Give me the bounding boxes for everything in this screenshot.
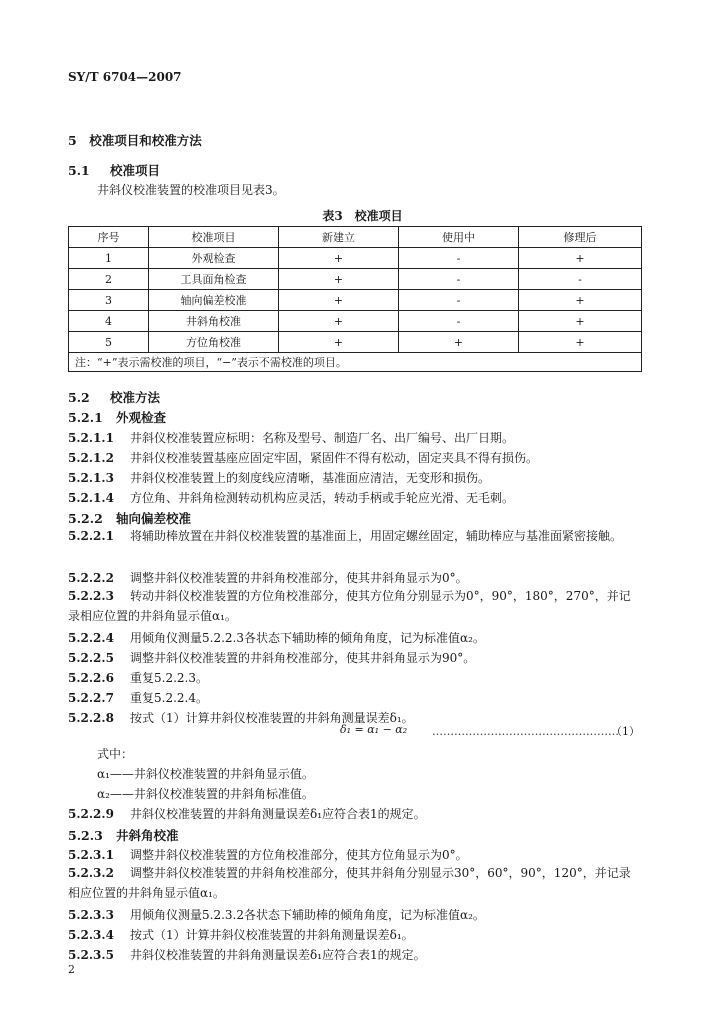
clause-5-2-2-3 [68, 586, 634, 626]
table-caption: 表3 校准项目 [322, 209, 403, 223]
table-header-cell: 修理后 [519, 227, 642, 248]
table-cell: 工具面角检查 [149, 269, 279, 290]
table-cell: 井斜角校准 [149, 311, 279, 332]
clause-text: 井斜仪校准装置的井斜角测量误差δ₁应符合表1的规定。 [130, 807, 426, 821]
table-header-cell: 序号 [69, 227, 149, 248]
table-cell: + [519, 290, 642, 311]
table-header-row [69, 227, 642, 248]
clause-number: 5.2.2.2 [68, 571, 114, 585]
clause-text: 按式（1）计算井斜仪校准装置的井斜角测量误差δ₁。 [130, 928, 414, 942]
clause-5-2-2-1 [68, 526, 634, 546]
page-number: 2 [68, 963, 75, 976]
section-5-2-1-heading [68, 408, 166, 426]
table-row [69, 290, 642, 311]
clause-text: 转动井斜仪校准装置的方位角校准部分，使其方位角分别显示为0°，90°，180°，270°，并记录相应位置的井斜角显示值α₁。 [68, 589, 631, 623]
clause-text: 调整井斜仪校准装置的井斜角校准部分，使其井斜角显示为90°。 [130, 651, 476, 665]
section-title: 井斜角校准 [116, 828, 179, 843]
table-header-cell: 新建立 [279, 227, 399, 248]
table-note: 注：“+”表示需校准的项目，“−”表示不需校准的项目。 [69, 353, 642, 372]
formula-leader-dots: …………………………………………… [432, 725, 619, 738]
formula-expression: δ₁ = α₁ − α₂ [340, 723, 408, 736]
table-cell: + [399, 332, 519, 353]
clause-number: 5.2.2.9 [68, 807, 114, 821]
clause-5-2-1-3 [68, 469, 490, 486]
paragraph: 井斜仪校准装置的校准项目见表3。 [97, 183, 285, 197]
section-number: 5.2.3 [68, 828, 103, 843]
section-number: 5.2.2 [68, 511, 103, 526]
clause-5-2-3-5 [68, 946, 426, 963]
table-header-cell: 校准项目 [149, 227, 279, 248]
section-5-2-3-heading [68, 826, 179, 844]
clause-5-2-2-9 [68, 805, 426, 822]
clause-number: 5.2.3.1 [68, 848, 114, 862]
clause-number: 5.2.3.3 [68, 908, 114, 922]
section-title: 外观检查 [116, 410, 167, 425]
clause-text: 用倾角仪测量5.2.3.2各状态下辅助棒的倾角角度，记为标准值α₂。 [130, 908, 485, 922]
calibration-items-table [68, 226, 642, 372]
clause-number: 5.2.2.8 [68, 711, 114, 725]
clause-5-2-3-2 [68, 863, 634, 903]
table-cell: + [519, 311, 642, 332]
clause-text: 将辅助棒放置在井斜仪校准装置的基准面上，用固定螺丝固定，辅助棒应与基准面紧密接触。 [130, 529, 623, 543]
table-cell: 2 [69, 269, 149, 290]
clause-5-2-3-3 [68, 906, 485, 923]
clause-5-2-2-4 [68, 629, 485, 646]
clause-number: 5.2.1.3 [68, 471, 114, 485]
clause-text: 按式（1）计算井斜仪校准装置的井斜角测量误差δ₁。 [130, 711, 414, 725]
section-title: 校准方法 [110, 390, 161, 405]
table-cell: - [399, 269, 519, 290]
clause-number: 5.2.2.3 [68, 589, 114, 603]
clause-text: 井斜仪校准装置应标明：名称及型号、制造厂名、出厂编号、出厂日期。 [130, 431, 515, 445]
table-row [69, 311, 642, 332]
clause-text: 重复5.2.2.4。 [130, 691, 208, 705]
table-cell: + [279, 332, 399, 353]
section-number: 5.2.1 [68, 410, 103, 425]
clause-5-2-2-7 [68, 689, 208, 706]
table-cell: - [399, 290, 519, 311]
section-title: 轴向偏差校准 [116, 511, 192, 526]
table-row [69, 269, 642, 290]
table-cell: - [519, 269, 642, 290]
table-cell: - [399, 311, 519, 332]
clause-text: 用倾角仪测量5.2.2.3各状态下辅助棒的倾角角度，记为标准值α₂。 [130, 631, 485, 645]
table-cell: + [519, 332, 642, 353]
clause-5-2-2-6 [68, 669, 208, 686]
table-header-cell: 使用中 [399, 227, 519, 248]
clause-text: 调整井斜仪校准装置的井斜角校准部分，使其井斜角显示为0°。 [130, 571, 468, 585]
clause-number: 5.2.2.4 [68, 631, 114, 645]
clause-text: 调整井斜仪校准装置的方位角校准部分，使其方位角显示为0°。 [130, 848, 468, 862]
table-cell: + [279, 269, 399, 290]
clause-number: 5.2.2.7 [68, 691, 114, 705]
table-cell: 方位角校准 [149, 332, 279, 353]
clause-text: 井斜仪校准装置上的刻度线应清晰，基准面应清洁，无变形和损伤。 [130, 471, 491, 485]
clause-5-2-1-4 [68, 489, 514, 506]
clause-number: 5.2.3.4 [68, 928, 114, 942]
table-cell: 1 [69, 248, 149, 269]
clause-text: 重复5.2.2.3。 [130, 671, 208, 685]
clause-number: 5.2.3.2 [68, 866, 114, 880]
clause-number: 5.2.2.5 [68, 651, 114, 665]
section-5-1-heading [68, 161, 160, 179]
clause-number: 5.2.2.6 [68, 671, 114, 685]
table-cell: 4 [69, 311, 149, 332]
section-5-2-2-heading [68, 509, 191, 527]
table-cell: 5 [69, 332, 149, 353]
clause-5-2-2-2 [68, 569, 468, 586]
table-row [69, 332, 642, 353]
table-cell: 3 [69, 290, 149, 311]
clause-number: 5.2.1.4 [68, 491, 114, 505]
clause-text: 方位角、井斜角检测转动机构应灵活，转动手柄或手轮应光滑、无毛刺。 [130, 491, 515, 505]
table-cell: + [279, 248, 399, 269]
standard-header: SY/T 6704—2007 [68, 70, 182, 84]
section-number: 5.1 [68, 163, 90, 178]
clause-5-2-2-5 [68, 649, 475, 666]
where-label: 式中： [97, 747, 134, 761]
table-cell: - [399, 248, 519, 269]
table-row [69, 248, 642, 269]
table-cell: + [519, 248, 642, 269]
clause-number: 5.2.1.2 [68, 451, 114, 465]
clause-5-2-1-2 [68, 449, 538, 466]
table-cell: 外观检查 [149, 248, 279, 269]
section-title: 校准项目 [110, 163, 161, 178]
table-cell: + [279, 311, 399, 332]
where-item: α₂——井斜仪校准装置的井斜角标准值。 [97, 787, 314, 801]
clause-number: 5.2.1.1 [68, 431, 114, 445]
table-cell: 轴向偏差校准 [149, 290, 279, 311]
clause-number: 5.2.3.5 [68, 948, 114, 962]
clause-5-2-3-4 [68, 926, 414, 943]
clause-text: 调整井斜仪校准装置的井斜角校准部分，使其井斜角分别显示30°，60°，90°，120°，并记录相应位置的井斜角显示值α₁。 [68, 866, 631, 900]
section-5-heading: 5 校准项目和校准方法 [68, 133, 202, 148]
section-5-2-heading [68, 388, 160, 406]
formula-number: （1） [611, 725, 640, 738]
section-number: 5.2 [68, 390, 90, 405]
clause-5-2-1-1 [68, 429, 514, 446]
clause-5-2-3-1 [68, 846, 468, 863]
table-cell: + [279, 290, 399, 311]
clause-text: 井斜仪校准装置基座应固定牢固，紧固件不得有松动，固定夹具不得有损伤。 [130, 451, 539, 465]
where-item: α₁——井斜仪校准装置的井斜角显示值。 [97, 767, 314, 781]
table-note-row [69, 353, 642, 372]
clause-number: 5.2.2.1 [68, 529, 114, 543]
clause-text: 井斜仪校准装置的井斜角测量误差δ₁应符合表1的规定。 [130, 948, 426, 962]
